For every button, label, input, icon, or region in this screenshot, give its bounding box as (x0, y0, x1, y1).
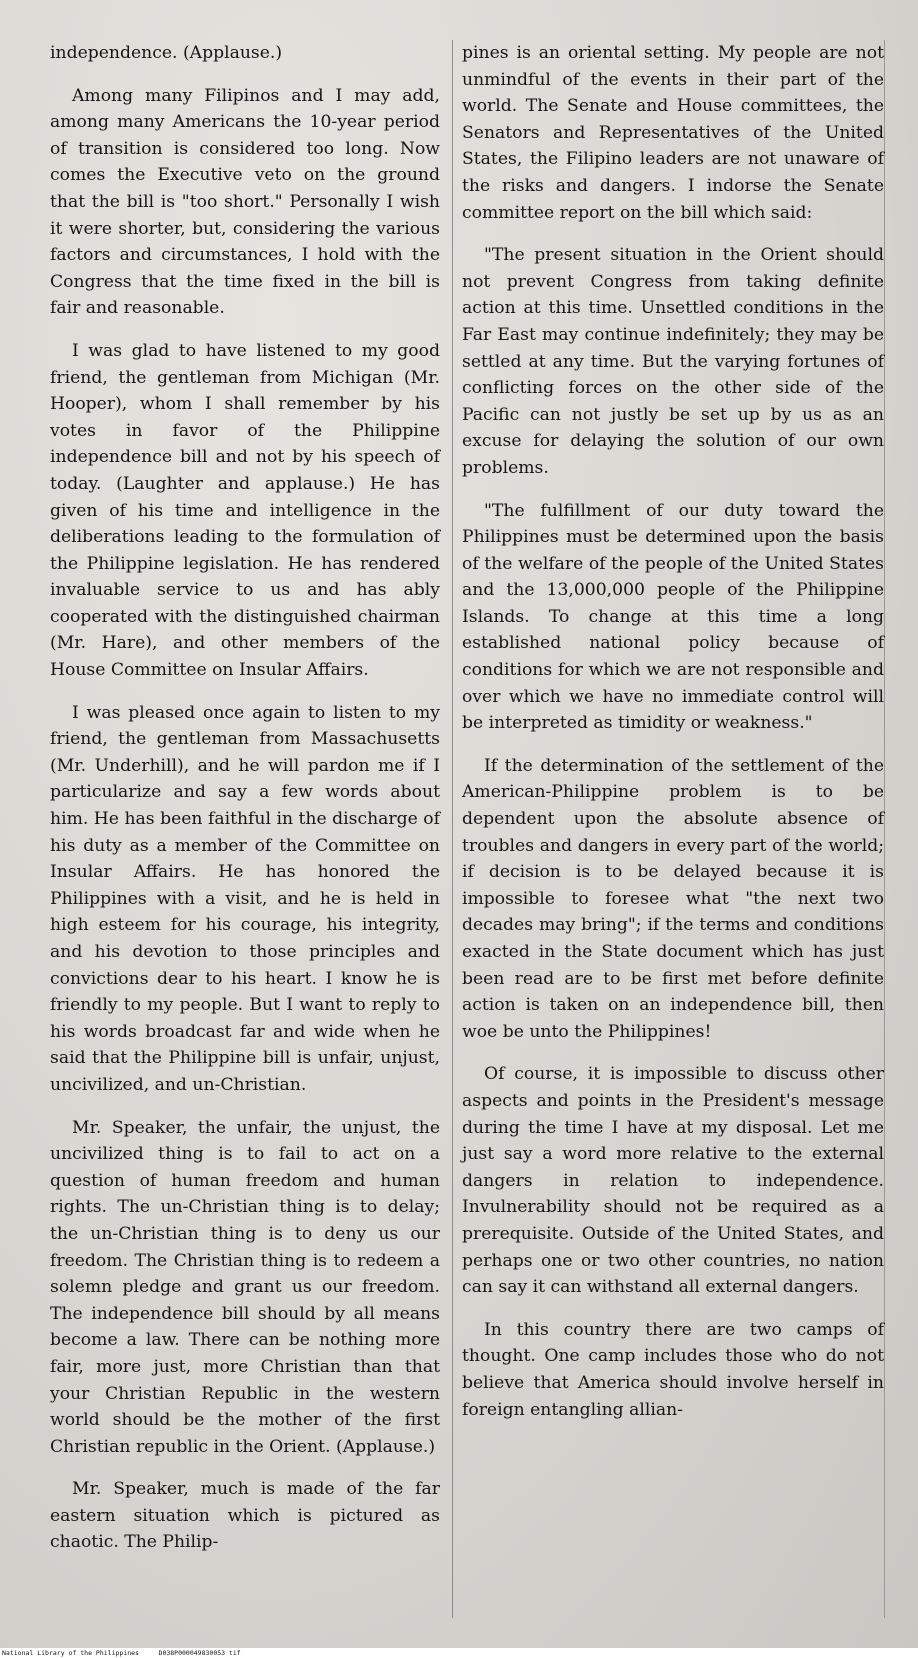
paragraph: I was glad to have listened to my good friend, the gentleman from Michigan (Mr. Hooper), whom I shall remember by his votes in favor of the Philippine independence bill and not by his speech of today. (Laughter and applause.) He has given of his time and intelligence in the deliberations leading to the formulation of the Philippine legislation. He has rendered invaluable service to us and has ably cooperated with the distinguished chairman (Mr. Hare), and other members of the House Committee on Insular Affairs. (50, 340, 440, 681)
scan-footer: National Library of the Philippines D038P000049830053 tif (0, 1648, 918, 1658)
paragraph: In this country there are two camps of thought. One camp includes those who do not believe that America should involve herself in foreign entangling allian- (462, 1319, 884, 1420)
quoted-paragraph: "The fulfillment of our duty toward the Philippines must be determined upon the basis of the welfare of the people of the United States and the 13,000,000 people of the Philippine Islands. To change at this time a long established national policy because of conditions for which we are not responsible and over which we have no immediate control will be interpreted as timidity or weakness." (462, 500, 884, 734)
paragraph: Of course, it is impossible to discuss other aspects and points in the President's message during the time I have at my disposal. Let me just say a word more relative to the external dangers in relation to independence. Invulnerability should not be required as a prerequisite. Outside of the United States, and perhaps one or two other countries, no nation can say it can withstand all external dangers. (462, 1064, 884, 1298)
paragraph: pines is an oriental setting. My people are not unmindful of the events in their part of the world. The Senate and House committees, the Senators and Representatives of the United States, the Filipino leaders are not unaware of the risks and dangers. I indorse the Senate committee report on the bill which said: (462, 43, 884, 223)
paragraph: If the determination of the settlement of the American-Philippine problem is to be dependent upon the absolute absence of troubles and dangers in every part of the world; if decision is to be delayed because it is impossible to foresee what "the next two decades may bring"; if the terms and conditions exacted in the State document which has just been read are to be first met before definite action is taken on an independence bill, then woe be unto the Philippines! (462, 755, 884, 1042)
paragraph: independence. (Applause.) (50, 43, 283, 63)
right-border (884, 40, 885, 1618)
paragraph: Mr. Speaker, the unfair, the unjust, the uncivilized thing is to fail to act on a question of human freedom and human rights. The un-Christian thing is to delay; the un-Christian thing is to deny us our freedom. The Christian thing is to redeem a solemn pledge and grant us our freedom. The independence bill should by all means become a law. There can be nothing more fair, more just, more Christian than that your Christian Republic in the western world should be the mother of the first Christian republic in the Orient. (Applause.) (50, 1117, 440, 1457)
column-divider (452, 40, 453, 1618)
paragraph: I was pleased once again to listen to my friend, the gentleman from Massachusetts (Mr. Underhill), and he will pardon me if I particularize and say a few words about him. He has been faithful in the discharge of his duty as a member of the Committee on Insular Affairs. He has honored the Philippines with a visit, and he is held in high esteem for his courage, his integrity, and his devotion to those principles and convictions dear to his heart. I know he is friendly to my people. But I want to reply to his words broadcast far and wide when he said that the Philippine bill is unfair, unjust, uncivilized, and un-Christian. (50, 702, 440, 1095)
quoted-paragraph: "The present situation in the Orient should not prevent Congress from taking definite action at this time. Unsettled conditions in the Far East may continue indefinitely; they may be settled at any time. But the varying fortunes of conflicting forces on the other side of the Pacific can not justly be set up by us as an excuse for delaying the solution of our own problems. (462, 245, 884, 478)
paragraph: Among many Filipinos and I may add, among many Americans the 10-year period of transition is considered too long. Now comes the Executive veto on the ground that the bill is "too short." Personally I wish it were shorter, but, considering the various factors and circumstances, I hold with the Congress that the time fixed in the bill is fair and reasonable. (50, 85, 440, 319)
paragraph: Mr. Speaker, much is made of the far eastern situation which is pictured as chaotic. The Philip- (50, 1479, 440, 1553)
right-column (462, 40, 884, 1626)
left-column (50, 40, 440, 1626)
